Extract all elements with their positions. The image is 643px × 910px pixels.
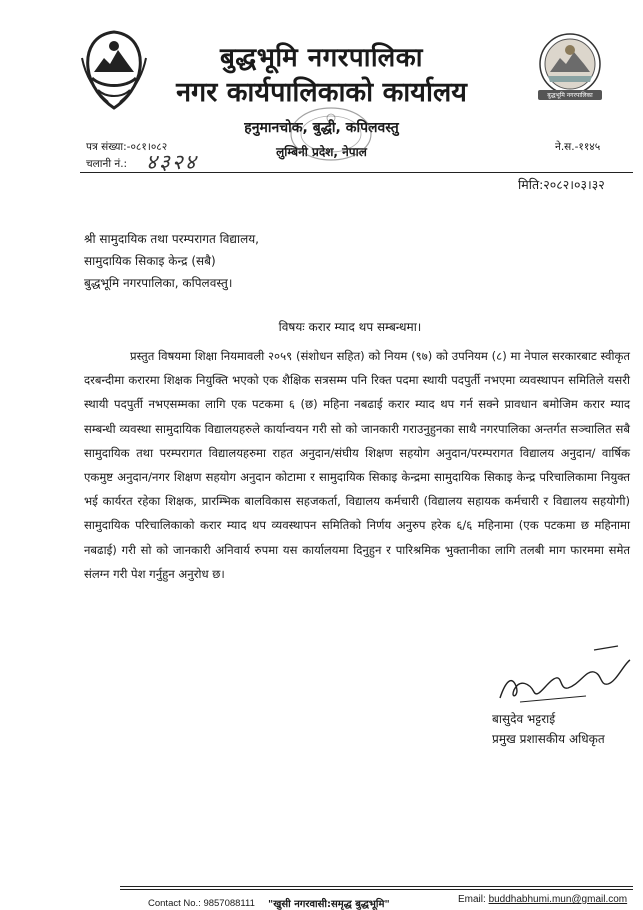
letter-body: प्रस्तुत विषयमा शिक्षा नियमावली २०५९ (संशोधन सहित) को नियम (९७) को उपनियम (८) मा नेपाल सरकारबाट स्वीकृत दरबन्दीमा करारमा शिक्षक नियुक्ति भएको एक शैक्षिक सत्रसम्म पनि रिक्त पदमा स्थायी पदपुर्ती नभएमा व्यवस्थापन समितिले यसरी स्थायी पदपुर्ती नभएसम्मका लागि एक पटकमा ६ (छ) महिना नबढाई करार म्याद थप गर्न सक्ने प्रावधान बमोजिम करार म्याद सम्बन्धी व्यवस्था सामुदायिक विद्यालयहरुले कार्यान्वयन गरी सो को जानकारी गराउनुहुनका साथै नगरपालिका अन्तर्गत सञ्चालित सबै सामुदायिक तथा परम्परागत विद्यालयहरुमा राहत अनुदान/संघीय शिक्षण सहयोग अनुदान/परम्परागत विद्यालय अनुदान/ वार्षिक एकमुष्ट अनुदान/नगर शिक्षण सहयोग अनुदान कोटामा र सामुदायिक सिकाइ केन्द्रमा सामुदायिक सिकाइ केन्द्र परिचालिकामा नियुक्त भई कार्यरत रहेका शिक्षक, प्रारम्भिक बालविकास सहजकर्ता, विद्यालय कर्मचारी (विद्यालय सहायक कर्मचारी र विद्यालय सहयोगी) सामुदायिक परिचालिकाको करार म्याद थप व्यवस्थापन समितिको निर्णय अनुरुप हरेक ६/६ महिनामा (एक पटकमा छ महिनामा नबढाई) गरी सो को जानकारी अनिवार्य रुपमा यस कार्यालयमा दिनुहुन र पारिश्रमिक भुक्तानीका लागि तलबी माग फारममा समेत संलग्न गरी पेश गर्नुहुन अनुरोध छ।: [84, 349, 631, 581]
municipality-title: बुद्धभूमि नगरपालिका: [220, 43, 423, 73]
header-divider: [80, 172, 633, 173]
recipient-line-2: सामुदायिक सिकाइ केन्द्र (सबै): [84, 254, 216, 268]
footer-email-link[interactable]: buddhabhumi.mun@gmail.com: [488, 894, 628, 905]
footer-email-label: Email:: [458, 894, 489, 905]
footer-email: [458, 894, 627, 905]
recipient-line-1: श्री सामुदायिक तथा परम्परागत विद्यालय,: [84, 232, 259, 246]
letter-number: पत्र संख्या:-०८१।०८२: [86, 141, 168, 153]
office-title: नगर कार्यपालिकाको कार्यालय: [176, 77, 467, 108]
signatory-title: प्रमुख प्रशासकीय अधिकृत: [492, 732, 605, 746]
recipient-line-3: बुद्धभूमि नगरपालिका, कपिलवस्तु।: [84, 276, 233, 290]
municipal-stamp-icon: [286, 104, 376, 164]
dispatch-number-value: ४३२४: [146, 150, 198, 174]
letter-subject: विषयः करार म्याद थप सम्बन्धमा।: [278, 320, 422, 334]
dispatch-number-label: चलानी नं.:: [86, 158, 128, 170]
address-line-2: लुम्बिनी प्रदेश, नेपाल: [276, 145, 367, 159]
footer-divider-bottom: [120, 889, 633, 890]
letter-date: मिति:२०८२।०३।३२: [518, 177, 605, 192]
footer-contact: Contact No.: 9857088111: [148, 898, 255, 909]
right-logo-caption: बुद्धभूमि नगरपालिका: [547, 92, 593, 99]
footer-divider-top: [120, 886, 633, 887]
address-line-1: हनुमानचोक, बुद्धी, कपिलवस्तु: [244, 120, 399, 136]
signatory-name: बासुदेव भट्टराई: [492, 712, 556, 726]
handwritten-signature: [490, 640, 640, 710]
nepal-sambat-number: ने.स.-११४५: [555, 141, 601, 153]
footer-slogan: "खुसी नगरवासी:समृद्ध बुद्धभूमि": [268, 899, 390, 910]
